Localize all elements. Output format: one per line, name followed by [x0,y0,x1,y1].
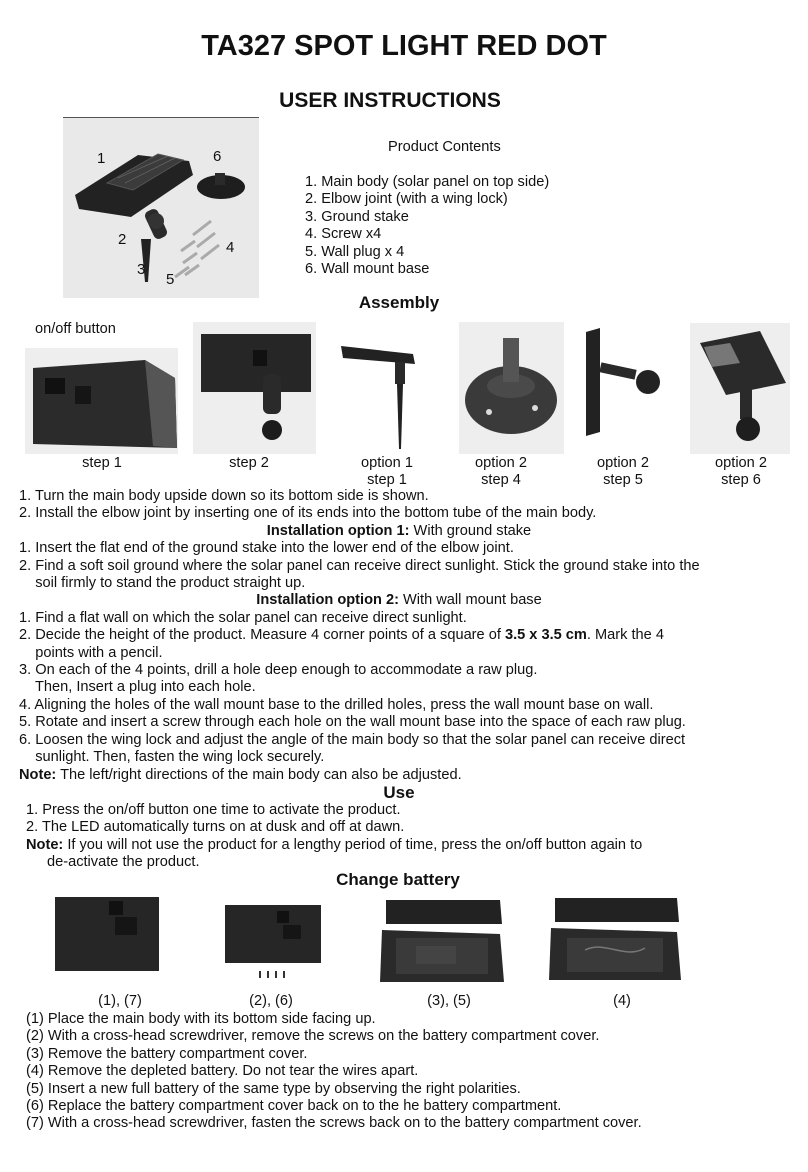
instruction-line: (4) Remove the depleted battery. Do not tear the wires apart. [26,1063,419,1080]
document-title: TA327 SPOT LIGHT RED DOT [201,30,607,62]
instruction-line: (2) With a cross-head screwdriver, remove the screws on the battery compartment cover. [26,1028,600,1045]
part-number-label: 6 [213,148,222,165]
caption-line: option 2 [597,455,649,471]
caption-line: option 2 [715,455,767,471]
assembly-caption [699,455,783,490]
instruction-text: . Mark the 4 [586,627,664,644]
caption-line: step 2 [229,455,269,471]
caption-line: step 1 [82,455,122,471]
list-item: 1. Main body (solar panel on top side) [305,174,550,190]
part-number-label: 5 [166,271,175,288]
list-item: 3. Ground stake [305,208,409,225]
product-contents-list [305,174,549,278]
battery-caption: (1), (7) [98,993,142,1009]
instruction-line: 6. Loosen the wing lock and adjust the angle of the main body so that the solar panel can receive direct [19,731,686,748]
assembly-caption [459,455,543,490]
option1-heading-text: With ground stake [409,522,532,539]
part-number-label: 4 [226,239,235,256]
battery-photo-1 [43,885,168,983]
option1-heading [19,523,779,540]
list-item: 2. Elbow joint (with a wing lock) [305,191,508,208]
instruction-line: 2. Find a soft soil ground where the solar panel can receive direct sunlight. Stick the ground stake into the [19,557,700,574]
instruction-line: soil firmly to stand the product straight up. [19,575,306,592]
battery-photo-3 [376,890,508,988]
instruction-line: 3. On each of the 4 points, drill a hole deep enough to accommodate a raw plug. [19,662,538,679]
option2-heading [19,592,779,609]
assembly-caption [207,455,291,472]
instruction-line: 1. Find a flat wall on which the solar panel can receive direct sunlight. [19,609,467,626]
caption-line: step 6 [721,472,761,489]
battery-instructions [26,1011,642,1133]
option2-heading-text: With wall mount base [398,592,542,609]
instruction-line: 5. Rotate and insert a screw through each hole on the wall mount base into the space of each raw plug. [19,714,686,731]
battery-photo-4 [545,890,685,985]
instruction-line: (1) Place the main body with its bottom side facing up. [26,1011,376,1027]
instruction-line: sunlight. Then, fasten the wing lock securely. [19,749,325,766]
battery-caption: (2), (6) [249,993,293,1009]
battery-photo-2 [207,893,337,983]
list-item: 4. Screw x4 [305,226,382,243]
assembly-photo-option2-step4 [459,322,564,454]
caption-line: step 5 [603,472,643,489]
option2-heading-bold: Installation option 2: [256,592,399,609]
instruction-line: (5) Insert a new full battery of the same type by observing the right polarities. [26,1080,521,1097]
onoff-button-label: on/off button [35,321,116,337]
instruction-line [19,627,789,644]
assembly-photo-option2-step6 [690,323,790,454]
part-number-label: 2 [118,231,127,248]
instruction-line: 2. The LED automatically turns on at dusk and off at dawn. [26,819,405,836]
instruction-line: (3) Remove the battery compartment cover. [26,1045,308,1062]
instruction-line: 2. Install the elbow joint by inserting one of its ends into the bottom tube of the main body. [19,505,597,522]
change-battery-heading: Change battery [336,870,460,889]
use-heading: Use [383,783,415,802]
instruction-line: (6) Replace the battery compartment cover back on to the he battery compartment. [26,1098,562,1115]
assembly-caption [581,455,665,490]
instruction-line: 1. Insert the flat end of the ground stake into the lower end of the elbow joint. [19,540,514,557]
product-contents-heading: Product Contents [388,139,501,155]
caption-line: step 1 [367,472,407,489]
assembly-photo-step1 [25,348,178,454]
assembly-photo-option2-step5 [578,322,678,454]
caption-line: step 4 [481,472,521,489]
product-parts-illustration [63,117,259,298]
assembly-instructions [19,488,789,784]
assembly-heading: Assembly [358,293,440,312]
product-contents-photo [63,117,259,298]
instruction-line: 1. Turn the main body upside down so its bottom side is shown. [19,488,429,504]
instruction-line: Then, Insert a plug into each hole. [19,679,256,696]
square-size-value: 3.5 x 3.5 cm [504,627,587,644]
caption-line: option 1 [361,455,413,471]
note-text: The left/right directions of the main body can also be adjusted. [56,766,462,783]
part-number-label: 1 [97,150,106,167]
note-text: If you will not use the product for a lengthy period of time, press the on/off button again to [63,836,643,853]
use-instructions [26,802,642,872]
caption-line: option 2 [475,455,527,471]
note-label: Note: [19,766,57,783]
battery-caption: (4) [613,993,631,1009]
part-number-label: 3 [137,261,146,278]
assembly-caption [60,455,144,472]
option1-heading-bold: Installation option 1: [266,522,410,539]
instruction-line: points with a pencil. [19,644,163,661]
instruction-line: 4. Aligning the holes of the wall mount base to the drilled holes, press the wall mount base on wall. [19,696,654,713]
list-item: 5. Wall plug x 4 [305,243,405,260]
list-item: 6. Wall mount base [305,261,430,278]
note-label: Note: [26,836,64,853]
use-note [26,837,642,854]
assembly-photo-option1-step1 [333,324,435,454]
instruction-text: 2. Decide the height of the product. Measure 4 corner points of a square of [19,627,505,644]
document-subtitle: USER INSTRUCTIONS [279,89,501,112]
assembly-caption [345,455,429,490]
instruction-line: 1. Press the on/off button one time to activate the product. [26,802,401,818]
instruction-line: (7) With a cross-head screwdriver, fasten the screws back on to the battery compartment cover. [26,1115,642,1132]
assembly-photo-step2 [193,322,316,454]
instruction-line: de-activate the product. [47,854,200,871]
battery-caption: (3), (5) [427,993,471,1009]
assembly-note [19,767,789,784]
